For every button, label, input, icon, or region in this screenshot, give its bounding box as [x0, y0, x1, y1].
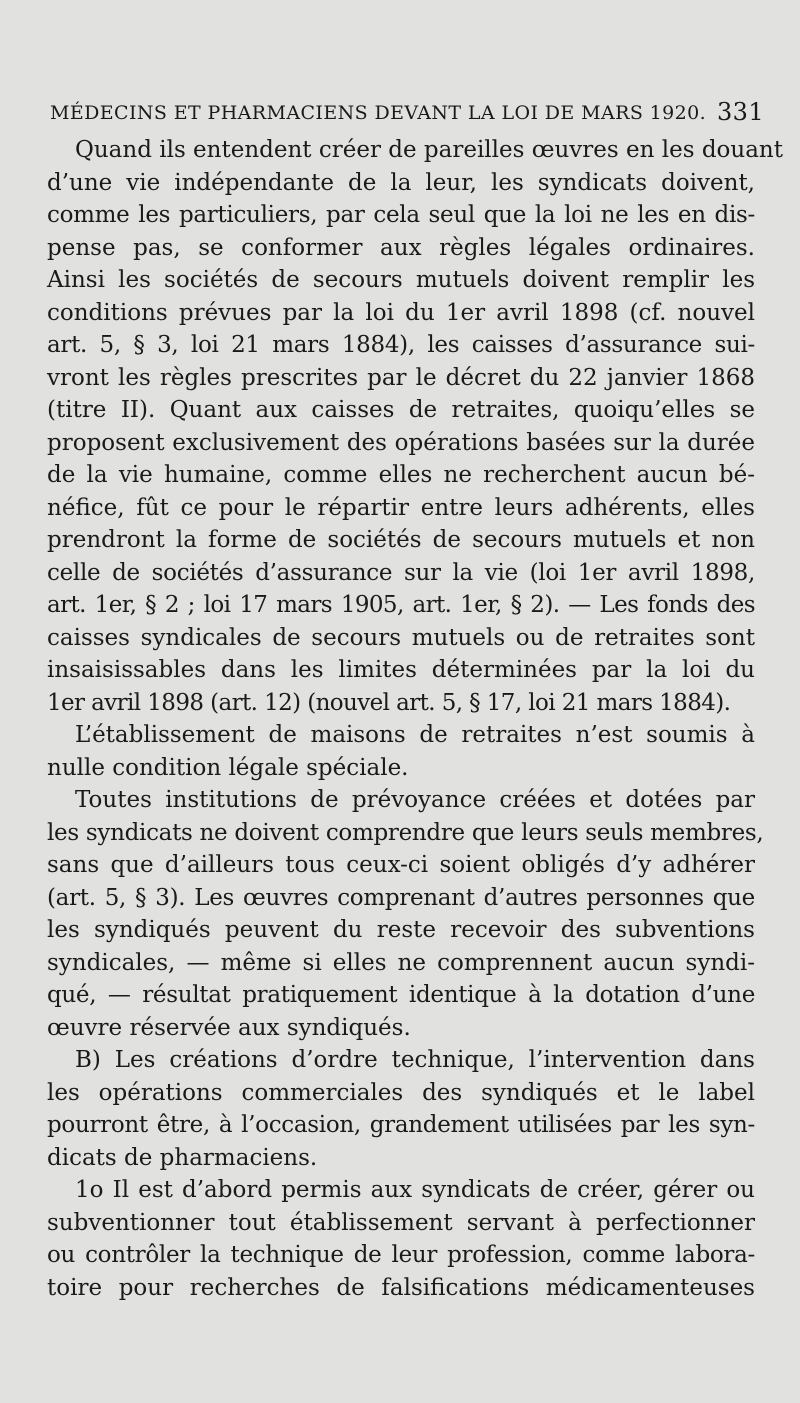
text-line: ou contrôler la technique de leur profession, comme labora-	[47, 1242, 755, 1268]
text-line: 1er avril 1898 (art. 12) (nouvel art. 5, § 17, loi 21 mars 1884).	[47, 689, 731, 716]
text-line: (titre II). Quant aux caisses de retraites, quoiqu’elles se	[47, 397, 755, 423]
text-line: L’établissement de maisons de retraites n’est soumis à	[75, 722, 755, 748]
text-line: prendront la forme de sociétés de secours mutuels et non	[47, 527, 755, 553]
text-line: œuvre réservée aux syndiqués.	[47, 1014, 411, 1041]
text-line: syndicales, — même si elles ne comprennent aucun syndi-	[47, 949, 755, 976]
text-line: conditions prévues par la loi du 1er avril 1898 (cf. nouvel	[47, 299, 755, 326]
text-line: B) Les créations d’ordre technique, l’intervention dans	[75, 1047, 755, 1073]
text-line: comme les particuliers, par cela seul que la loi ne les en dis-	[47, 202, 755, 228]
text-line: art. 5, § 3, loi 21 mars 1884), les caisses d’assurance sui-	[47, 332, 755, 358]
text-line: (art. 5, § 3). Les œuvres comprenant d’autres personnes que	[47, 884, 755, 911]
text-line: vront les règles prescrites par le décret du 22 janvier 1868	[47, 364, 755, 391]
text-line: les syndiqués peuvent du reste recevoir des subventions	[47, 917, 755, 943]
text-line: Ainsi les sociétés de secours mutuels doivent remplir les	[47, 267, 755, 293]
text-line: qué, — résultat pratiquement identique à la dotation d’une	[47, 982, 755, 1008]
text-line: insaisissables dans les limites déterminées par la loi du	[47, 657, 755, 683]
text-line: toire pour recherches de falsifications médicamenteuses	[47, 1274, 755, 1301]
running-header	[50, 98, 764, 132]
running-title: MÉDECINS ET PHARMACIENS DEVANT LA LOI DE MARS 1920.	[50, 102, 707, 124]
text-line: de la vie humaine, comme elles ne recherchent aucun bé-	[47, 462, 755, 488]
text-line: dicats de pharmaciens.	[47, 1144, 318, 1171]
text-line: nulle condition légale spéciale.	[47, 754, 409, 781]
text-line: art. 1er, § 2 ; loi 17 mars 1905, art. 1er, § 2). — Les fonds des	[47, 592, 755, 618]
body-text	[47, 134, 783, 1304]
text-line: pense pas, se conformer aux règles légales ordinaires.	[47, 234, 755, 261]
text-line: les opérations commerciales des syndiqués et le label	[47, 1079, 755, 1106]
text-line: néfice, fût ce pour le répartir entre leurs adhérents, elles	[47, 494, 755, 521]
text-line: subventionner tout établissement servant à perfectionner	[47, 1209, 755, 1236]
text-line: Toutes institutions de prévoyance créées et dotées par	[75, 787, 755, 813]
text-line: 1o Il est d’abord permis aux syndicats de créer, gérer ou	[75, 1177, 755, 1203]
text-line: caisses syndicales de secours mutuels ou de retraites sont	[47, 624, 755, 651]
text-line: celle de sociétés d’assurance sur la vie (loi 1er avril 1898,	[47, 559, 755, 586]
text-line: pourront être, à l’occasion, grandement utilisées par les syn-	[47, 1112, 755, 1138]
text-line: d’une vie indépendante de la leur, les syndicats doivent,	[47, 169, 755, 196]
text-line: Quand ils entendent créer de pareilles œuvres en les douant	[75, 137, 783, 163]
text-line: sans que d’ailleurs tous ceux-ci soient obligés d’y adhérer	[47, 852, 755, 878]
page-number: 331	[716, 98, 764, 126]
text-line: les syndicats ne doivent comprendre que leurs seuls membres,	[47, 819, 764, 846]
text-line: proposent exclusivement des opérations basées sur la durée	[47, 429, 755, 456]
